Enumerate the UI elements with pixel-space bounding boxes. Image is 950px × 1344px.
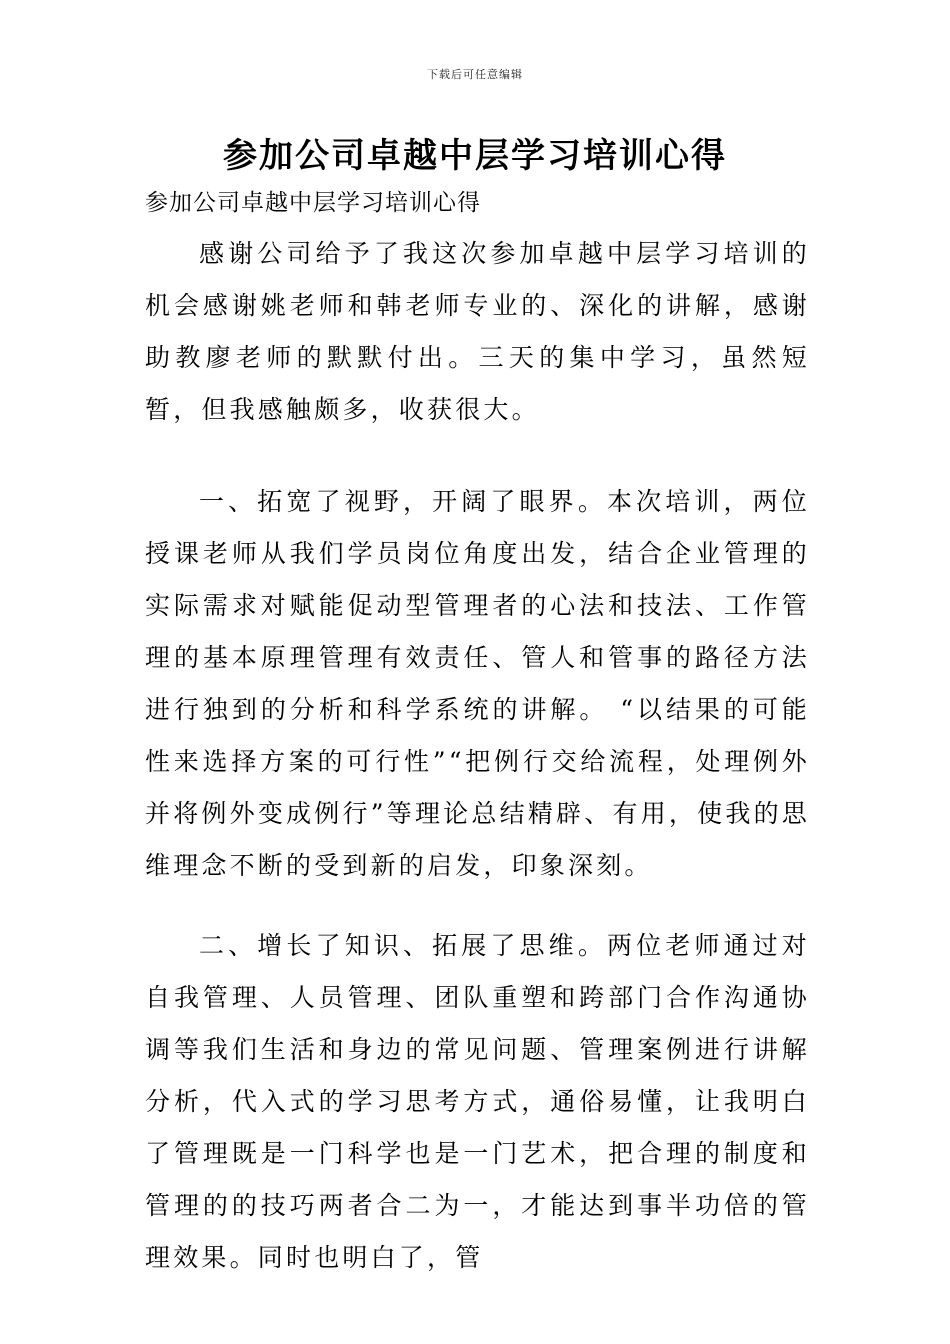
paragraph-section-one: 一、拓宽了视野，开阔了眼界。本次培训，两位授课老师从我们学员岗位角度出发，结合企业管理的实际需求对赋能促动型管理者的心法和技法、工作管理的基本原理管理有效责任、管人和管事的路径方法进行独到的分析和科学系统的讲解。 “以结果的可能性来选择方案的可行性”“把例行交给流程，处理例外并将例外变成例行”等理论总结精辟、有用，使我的思维理念不断的受到新的启发，印象深刻。 [145,487,810,880]
paragraph-section-two: 二、增长了知识、拓展了思维。两位老师通过对自我管理、人员管理、团队重塑和跨部门合作沟通协调等我们生活和身边的常见问题、管理案例进行讲解分析，代入式的学习思考方式，通俗易懂，让我明白了管理既是一门科学也是一门艺术，把合理的制度和管理的的技巧两者合二为一，才能达到事半功倍的管理效果。同时也明白了，管 [145,931,810,1272]
paragraph-intro: 感谢公司给予了我这次参加卓越中层学习培训的机会感谢姚老师和韩老师专业的、深化的讲解，感谢助教廖老师的默默付出。三天的集中学习，虽然短暂，但我感触颇多，收获很大。 [145,239,810,424]
document-subtitle: 参加公司卓越中层学习培训心得 [145,190,481,216]
header-note: 下载后可任意编辑 [427,68,523,81]
document-title: 参加公司卓越中层学习培训心得 [223,136,727,176]
